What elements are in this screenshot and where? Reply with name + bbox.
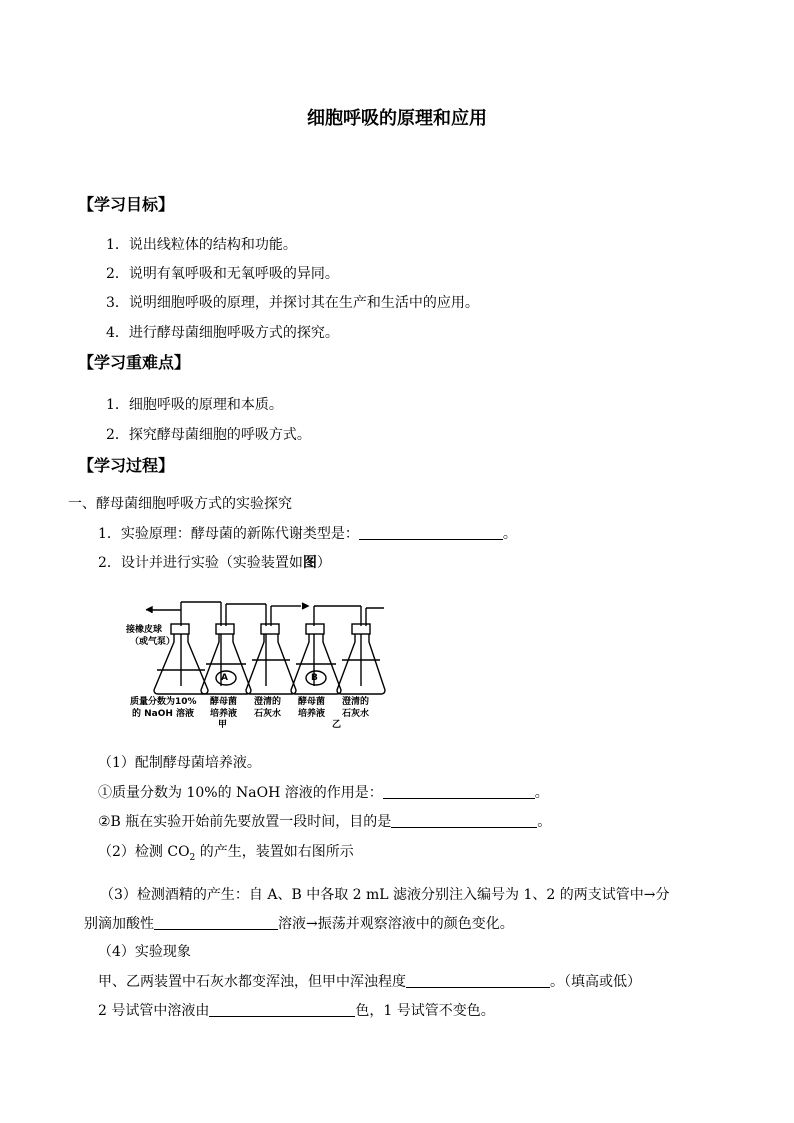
group-label-jia: 甲 — [218, 720, 228, 730]
caption-yeast-1: 酵母菌 — [210, 697, 238, 707]
objective-item: 4．进行酵母菌细胞呼吸方式的探究。 — [106, 325, 339, 341]
principle-text: 1．实验原理：酵母菌的新陈代谢类型是： — [98, 526, 359, 542]
punctuation: ） — [316, 555, 331, 571]
objective-item: 1．说出线粒体的结构和功能。 — [106, 237, 297, 253]
design-text: 2．设计并进行实验（实验装置如 — [98, 555, 303, 571]
question-text: ②B 瓶在实验开始前先要放置一段时间，目的是 — [98, 814, 392, 830]
caption-naoh-2: 的 NaOH 溶液 — [132, 709, 195, 719]
answer-blank[interactable] — [359, 525, 503, 540]
answer-blank[interactable] — [154, 915, 278, 930]
question-bottle-b — [98, 811, 551, 831]
step-text: 溶液→振荡并观察溶液中的颜色变化。 — [278, 916, 514, 932]
step-text: 别滴加酸性 — [84, 916, 154, 932]
principle-line — [98, 523, 517, 543]
objective-item: 2．说明有氧呼吸和无氧呼吸的异同。 — [106, 266, 339, 282]
observation-text: 甲、乙两装置中石灰水都变浑浊，但甲中浑浊程度 — [98, 974, 406, 990]
group-label-yi: 乙 — [332, 720, 342, 730]
caption-naoh: 质量分数为10% — [130, 697, 197, 707]
answer-blank[interactable] — [383, 784, 535, 799]
keypoint-item: 1．细胞呼吸的原理和本质。 — [106, 397, 283, 413]
observation-text: 2 号试管中溶液由 — [98, 1003, 210, 1019]
punctuation: 。 — [534, 785, 549, 801]
observation-1 — [98, 971, 641, 991]
sub-step-1: （1）配制酵母菌培养液。 — [98, 755, 261, 771]
step-text: 的产生，装置如右图所示 — [195, 844, 354, 860]
design-line — [98, 552, 331, 572]
caption-lime-2: 澄清的 — [342, 697, 370, 707]
subscript: 2 — [189, 852, 196, 863]
observation-text: 。（填高或低） — [550, 974, 641, 990]
page-title: 细胞呼吸的原理和应用 — [307, 108, 487, 129]
caption-lime-2b: 石灰水 — [342, 709, 370, 719]
caption-yeast-2b: 培养液 — [298, 709, 326, 719]
process-heading: 【学习过程】 — [78, 456, 175, 475]
caption-lime-1b: 石灰水 — [254, 709, 282, 719]
flask-label-a: A — [221, 673, 228, 683]
pump-label-sub: （或气泵） — [130, 637, 176, 647]
sub-step-4: （4）实验现象 — [98, 944, 191, 960]
answer-blank[interactable] — [391, 813, 537, 828]
observation-text: 色，1 号试管不变色。 — [355, 1003, 495, 1019]
punctuation: 。 — [537, 814, 552, 830]
flask-label-b: B — [311, 673, 318, 683]
answer-blank[interactable] — [406, 973, 550, 988]
pump-label: 接橡皮球 — [126, 625, 163, 635]
question-naoh — [98, 782, 549, 802]
caption-lime-1: 澄清的 — [254, 697, 282, 707]
question-text: ①质量分数为 10%的 NaOH 溶液的作用是： — [98, 785, 383, 801]
section-heading: 一、酵母菌细胞呼吸方式的实验探究 — [68, 496, 292, 512]
sub-step-2 — [98, 841, 354, 863]
design-text-bold: 图 — [302, 555, 317, 571]
sub-step-3-cont — [84, 913, 514, 933]
sub-step-3: （3）检测酒精的产生：自 A、B 中各取 2 mL 滤液分别注入编号为 1、2 的两支试管中→分 — [100, 887, 670, 903]
objective-item: 3．说明细胞呼吸的原理，并探讨其在生产和生活中的应用。 — [106, 295, 479, 311]
caption-yeast-1b: 培养液 — [210, 709, 238, 719]
keypoints-heading: 【学习重难点】 — [78, 353, 191, 372]
caption-yeast-2: 酵母菌 — [298, 697, 326, 707]
punctuation: 。 — [502, 526, 517, 542]
answer-blank[interactable] — [209, 1002, 355, 1017]
objectives-heading: 【学习目标】 — [78, 195, 175, 214]
keypoint-item: 2．探究酵母菌细胞的呼吸方式。 — [106, 427, 311, 443]
apparatus-figure — [126, 598, 386, 728]
observation-2 — [98, 1000, 495, 1020]
step-text: （2）检测 CO — [98, 844, 190, 860]
